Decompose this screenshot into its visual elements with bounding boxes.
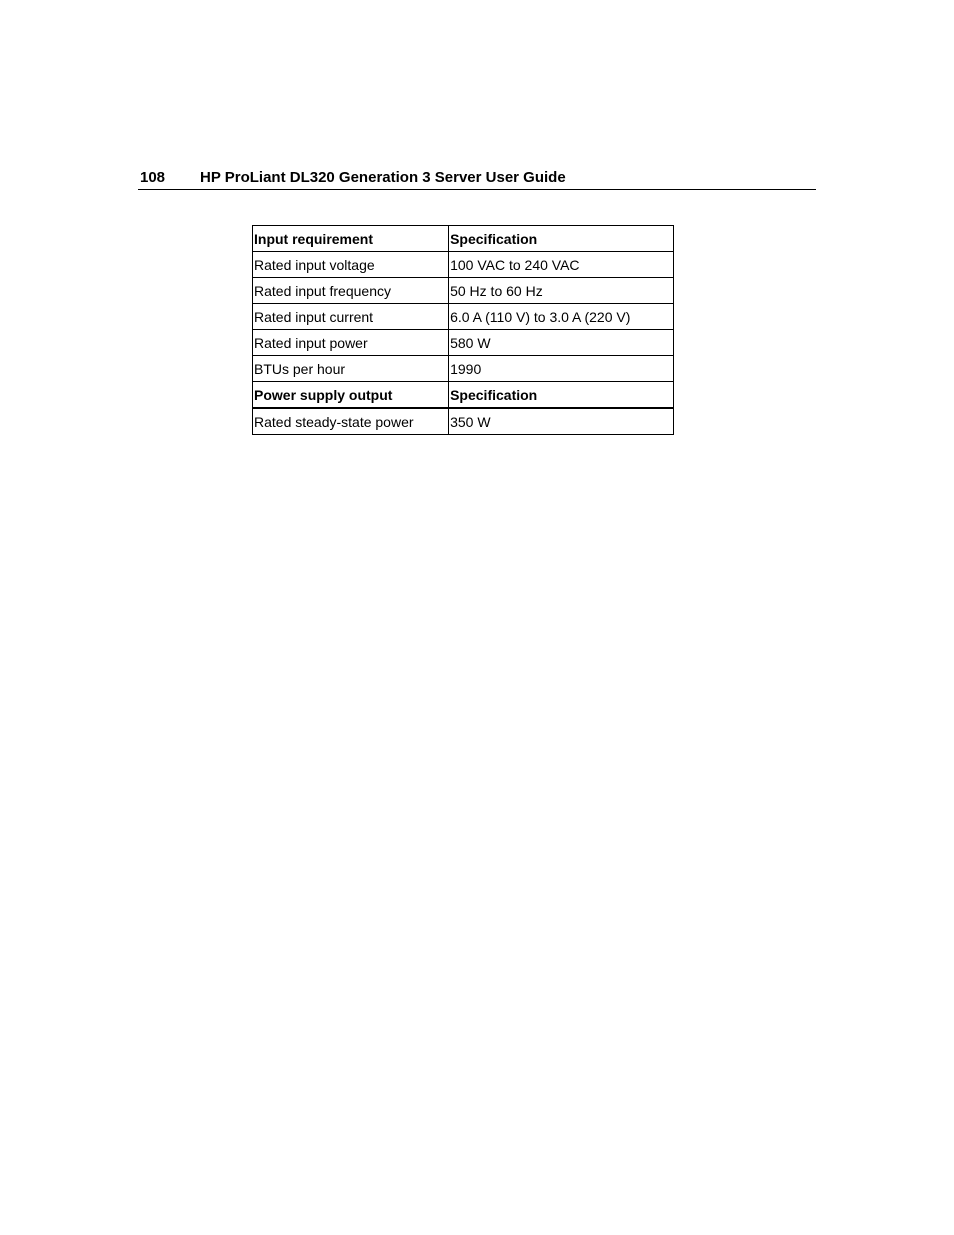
table-cell: Specification <box>449 382 674 409</box>
page-number: 108 <box>140 169 166 186</box>
table-row <box>253 356 674 382</box>
table-cell: Rated input power <box>253 330 449 356</box>
table-cell: Specification <box>449 226 674 252</box>
table-cell: 1990 <box>449 356 674 382</box>
page-header <box>138 168 816 190</box>
table-cell: Rated input frequency <box>253 278 449 304</box>
table-cell: 350 W <box>449 408 674 435</box>
table-cell: Rated steady-state power <box>253 408 449 435</box>
table-cell: Rated input voltage <box>253 252 449 278</box>
table-row <box>253 304 674 330</box>
table-cell: 100 VAC to 240 VAC <box>449 252 674 278</box>
table-cell: BTUs per hour <box>253 356 449 382</box>
table-cell: Input requirement <box>253 226 449 252</box>
table-cell: Rated input current <box>253 304 449 330</box>
table-row <box>253 330 674 356</box>
table-cell: 580 W <box>449 330 674 356</box>
table-cell: Power supply output <box>253 382 449 409</box>
table-row <box>253 278 674 304</box>
page-title: HP ProLiant DL320 Generation 3 Server User Guide <box>200 169 566 186</box>
table-row <box>253 408 674 435</box>
table-header-row <box>253 226 674 252</box>
table-row <box>253 252 674 278</box>
table-cell: 50 Hz to 60 Hz <box>449 278 674 304</box>
table-header-row <box>253 382 674 409</box>
power-spec-table <box>252 225 674 435</box>
table-cell: 6.0 A (110 V) to 3.0 A (220 V) <box>449 304 674 330</box>
